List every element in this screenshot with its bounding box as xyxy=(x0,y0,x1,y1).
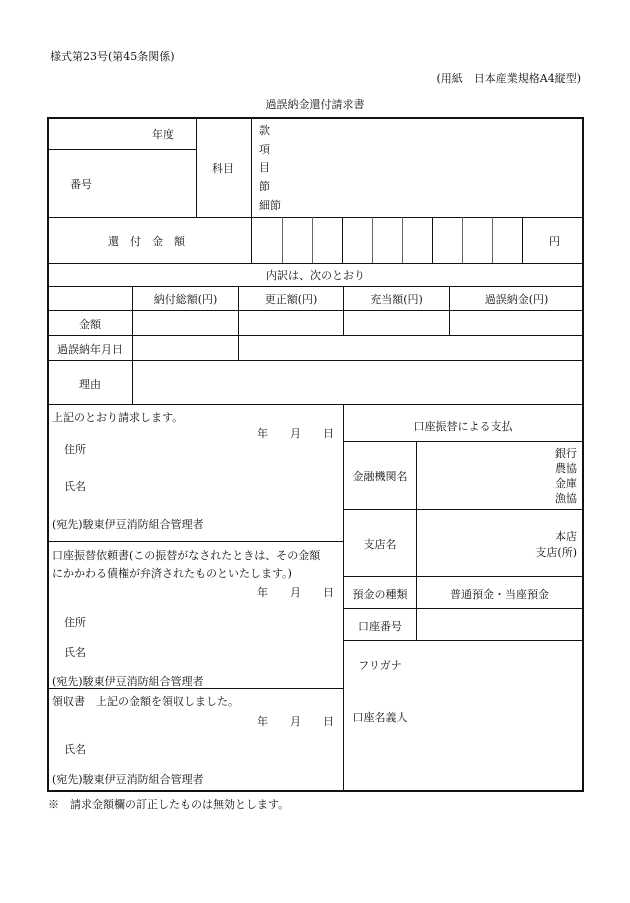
transfer-date: 年 月 日 xyxy=(257,586,334,599)
line xyxy=(522,217,523,263)
border-right xyxy=(582,117,584,792)
line xyxy=(492,217,493,263)
subject-level-setsu: 節 xyxy=(259,180,270,193)
account-number-label: 口座番号 xyxy=(358,620,402,633)
line xyxy=(343,509,583,510)
line xyxy=(48,217,583,218)
header-total-paid: 納付総額(円) xyxy=(153,293,218,306)
line xyxy=(196,118,197,217)
header-applied: 充当額(円) xyxy=(370,293,423,306)
refund-amount-label: 還 付 金 額 xyxy=(108,235,185,248)
receipt-statement: 領収書 上記の金額を領収しました。 xyxy=(52,695,239,708)
form-number: 様式第23号(第45条関係) xyxy=(50,50,175,63)
border-top xyxy=(47,117,584,119)
institution-type-agri: 農協 xyxy=(555,462,577,475)
subject-level-kan: 款 xyxy=(259,124,270,137)
row-amount-label: 金額 xyxy=(79,318,101,331)
claim-address-label: 住所 xyxy=(64,443,86,456)
line xyxy=(48,263,583,264)
subject-label: 科目 xyxy=(212,162,234,175)
line xyxy=(282,217,283,263)
institution-type-fishery: 漁協 xyxy=(555,492,577,505)
transfer-addressee: (宛先)駿東伊豆消防組合管理者 xyxy=(52,675,204,688)
line xyxy=(432,217,433,263)
claim-statement: 上記のとおり請求します。 xyxy=(52,411,184,424)
claim-date: 年 月 日 xyxy=(257,427,334,440)
claim-name-label: 氏名 xyxy=(64,480,86,493)
border-left xyxy=(47,117,49,792)
line xyxy=(342,217,343,263)
deposit-type-options: 普通預金・当座預金 xyxy=(450,588,549,601)
branch-type-branch: 支店(所) xyxy=(535,546,577,559)
breakdown-caption: 内訳は、次のとおり xyxy=(266,269,365,282)
header-overpayment: 過誤納金(円) xyxy=(484,293,549,306)
line xyxy=(343,441,583,442)
branch-label: 支店名 xyxy=(363,538,397,551)
line xyxy=(372,217,373,263)
transfer-name-label: 氏名 xyxy=(64,646,86,659)
line xyxy=(48,149,196,150)
row-reason-label: 理由 xyxy=(79,378,101,391)
form-title: 過誤納金還付請求書 xyxy=(265,98,365,111)
line xyxy=(312,217,313,263)
line xyxy=(48,286,583,287)
institution-type-credit: 金庫 xyxy=(555,477,577,490)
transfer-statement-line2: にかかわる債権が弁済されたものといたします。) xyxy=(52,567,292,580)
line xyxy=(48,360,583,361)
header-correction: 更正額(円) xyxy=(264,293,318,306)
line xyxy=(343,608,583,609)
row-date-label: 過誤納年月日 xyxy=(57,343,123,356)
fiscal-year-label: 年度 xyxy=(152,128,174,141)
transfer-statement-line1: 口座振替依頼書(この振替がなされたときは、その金額 xyxy=(52,549,321,562)
line xyxy=(48,310,583,311)
deposit-type-label: 預金の種類 xyxy=(352,588,408,601)
receipt-name-label: 氏名 xyxy=(64,743,86,756)
line xyxy=(48,541,343,542)
claim-addressee: (宛先)駿東伊豆消防組合管理者 xyxy=(52,518,204,531)
number-label: 番号 xyxy=(70,178,92,191)
line xyxy=(48,404,583,405)
transfer-address-label: 住所 xyxy=(64,616,86,629)
line xyxy=(343,640,583,641)
line xyxy=(462,217,463,263)
branch-type-main: 本店 xyxy=(555,530,577,543)
receipt-addressee: (宛先)駿東伊豆消防組合管理者 xyxy=(52,773,204,786)
line xyxy=(343,576,583,577)
line xyxy=(402,217,403,263)
bank-transfer-heading: 口座振替による支払 xyxy=(413,420,513,433)
account-holder-label: 口座名義人 xyxy=(352,711,408,724)
line xyxy=(48,335,583,336)
institution-type-bank: 銀行 xyxy=(555,447,577,460)
furigana-label: フリガナ xyxy=(358,659,402,672)
border-bottom xyxy=(47,790,584,792)
receipt-date: 年 月 日 xyxy=(257,715,334,728)
subject-level-moku: 目 xyxy=(259,161,270,174)
subject-level-saisetsu: 細節 xyxy=(259,199,281,212)
paper-note: (用紙 日本産業規格A4縦型) xyxy=(436,72,581,85)
footnote: ※ 請求金額欄の訂正したものは無効とします。 xyxy=(48,798,290,811)
line xyxy=(251,118,252,263)
institution-label: 金融機関名 xyxy=(352,470,408,483)
yen-unit: 円 xyxy=(549,235,560,248)
subject-level-kou: 項 xyxy=(259,143,270,156)
